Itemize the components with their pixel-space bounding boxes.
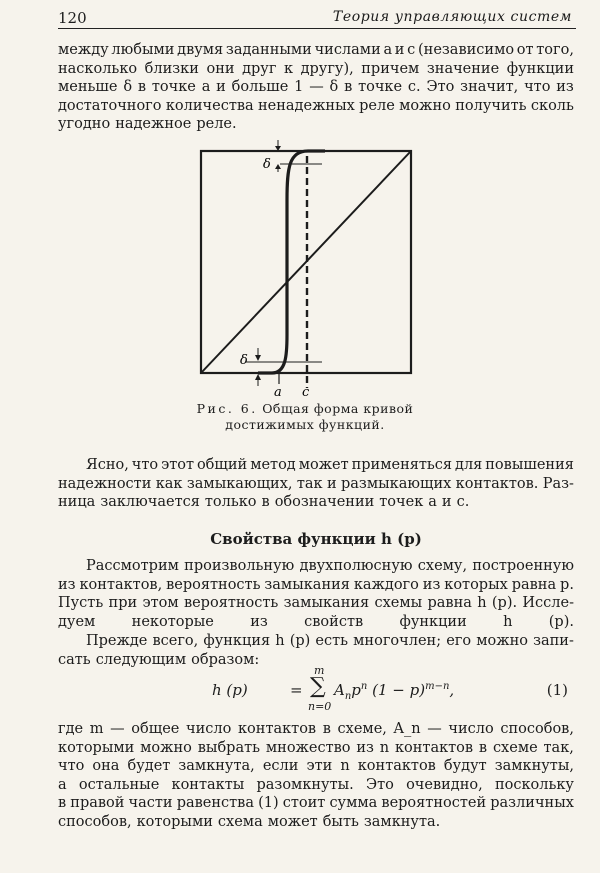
base-2: (1 − p) <box>372 681 426 699</box>
text-line: способов, которыми схема может быть замкнута. <box>58 813 441 830</box>
delta-label-top: δ <box>263 157 271 172</box>
text-line: Ясно, что этот общий метод может применяться для повышения <box>86 457 574 473</box>
text-line: что она будет замкнута, если эти n контактов будут замкнуты, <box>58 758 574 775</box>
equation-number: (1) <box>546 681 568 699</box>
formula-body <box>334 681 454 702</box>
page-number: 120 <box>58 9 87 27</box>
point-a-label: a <box>274 385 282 400</box>
text-line: которыми можно выбрать множество из n контактов в схеме так, <box>58 739 574 756</box>
text-line: из контактов, вероятность замыкания каждого из которых равна p. <box>58 576 574 593</box>
sum-sign: ∑ <box>310 674 326 699</box>
figure-caption <box>160 401 450 432</box>
text-line: между любыми двумя заданными числами a и c (независимо от того, <box>58 42 574 58</box>
base-1: p <box>351 681 361 699</box>
arrowhead-top-2 <box>275 164 281 169</box>
exp-1: n <box>360 681 368 692</box>
text-line: Пусть при этом вероятность замыкания схемы равна h (p). Иссле- <box>58 595 574 612</box>
paragraph-2 <box>58 456 574 512</box>
caption-line-2: достижимых функций. <box>225 416 385 432</box>
text-line: Прежде всего, функция h (p) есть многочлен; его можно запи- <box>86 633 574 649</box>
section-heading: Свойства функции h (p) <box>210 530 422 548</box>
reachable-function-plot <box>190 140 422 400</box>
formula-equals: = <box>290 681 303 699</box>
delta-label-bottom: δ <box>240 353 248 368</box>
text-line: где m — общее число контактов в схеме, A_n — число способов, <box>58 721 574 737</box>
caption-label: Рис. 6. <box>196 401 258 416</box>
text-line: а остальные контакты разомкнуты. Это очевидно, поскольку <box>58 776 574 793</box>
coef-sub: n <box>344 691 352 702</box>
trail: , <box>449 681 455 699</box>
arrowhead-bottom-1 <box>255 355 261 361</box>
text-line: в правой части равенства (1) стоит сумма вероятностей различных <box>58 795 574 812</box>
text-line: угодно надежное реле. <box>58 116 237 133</box>
text-line: дуем некоторые из свойств функции h (p). <box>58 613 574 630</box>
page-header <box>58 6 576 29</box>
paragraph-5 <box>58 720 574 832</box>
text-line: ница заключается только в обозначении точек a и c. <box>58 494 470 511</box>
running-title: Теория управляющих систем <box>332 9 572 25</box>
paragraph-3 <box>58 557 574 631</box>
text-line: сать следующим образом: <box>58 651 260 668</box>
text-line: достаточного количества ненадежных реле можно получить сколь <box>58 97 574 114</box>
text-line: надежности как замыкающих, так и размыкающих контактов. Раз- <box>58 475 574 492</box>
formula-lhs: h (p) <box>212 681 248 699</box>
point-c-label: c <box>302 385 310 400</box>
formula-1 <box>58 664 574 714</box>
coef: A <box>334 681 345 699</box>
text-line: Рассмотрим произвольную двухполюсную схему, построенную <box>86 558 574 574</box>
figure-6 <box>190 140 422 400</box>
text-line: насколько близки они друг к другу), причем значение функции <box>58 60 574 77</box>
paragraph-1 <box>58 41 574 134</box>
caption-line-1: Общая форма кривой <box>262 401 414 416</box>
sum-lower-limit: n=0 <box>308 700 332 713</box>
exp-2: m−n <box>425 681 450 692</box>
steep-curve <box>258 151 325 373</box>
arrowhead-bottom-2 <box>255 374 261 380</box>
sum-upper-limit: m <box>314 664 325 677</box>
text-line: меньше δ в точке a и больше 1 — δ в точке c. Это значит, что из <box>58 79 574 96</box>
